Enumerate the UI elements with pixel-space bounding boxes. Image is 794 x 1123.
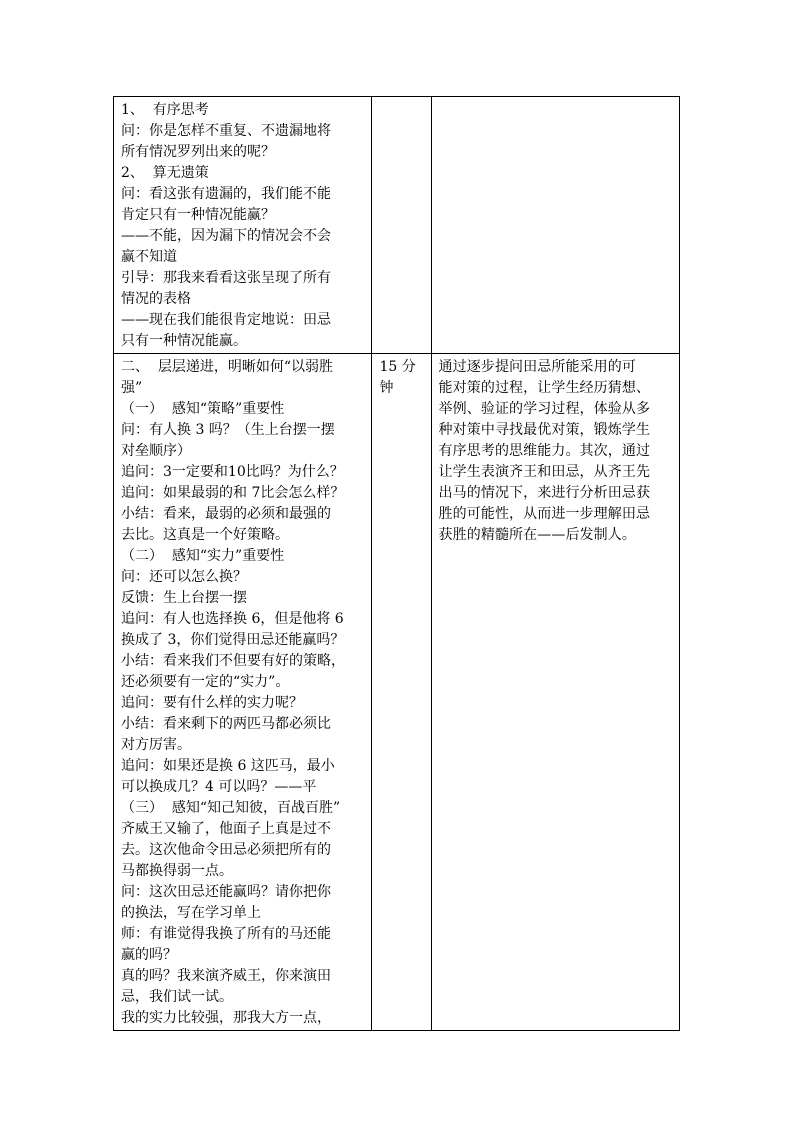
design-intent-cell bbox=[431, 354, 679, 1031]
text-line: 出马的情况下，来进行分析田忌获 bbox=[438, 485, 651, 501]
text-line: 引导：那我来看看这张呈现了所有 bbox=[121, 270, 331, 286]
text-line: 只有一种情况能赢。 bbox=[121, 333, 247, 349]
text-line: 可以换成几？4 可以吗？——平 bbox=[121, 779, 317, 795]
time-cell bbox=[372, 97, 431, 354]
text-line: 能对策的过程，让学生经历猜想、 bbox=[438, 380, 651, 396]
teaching-process-cell bbox=[114, 97, 372, 354]
text-line: 强” bbox=[121, 380, 143, 396]
text-line: 小结：看来剩下的两匹马都必须比 bbox=[121, 716, 331, 732]
design-intent-cell bbox=[431, 97, 679, 354]
text-line: 让学生表演齐王和田忌，从齐王先 bbox=[438, 464, 651, 480]
text-line: （一） 感知“策略”重要性 bbox=[121, 401, 285, 417]
text-line: 所有情况罗列出来的呢？ bbox=[121, 144, 275, 160]
time-cell bbox=[372, 354, 431, 1031]
text-line: （三） 感知“知己知彼，百战百胜” bbox=[121, 800, 341, 816]
text-line: 问：这次田忌还能赢吗？请你把你 bbox=[121, 884, 331, 900]
table-row bbox=[114, 97, 680, 354]
text-line: 种对策中寻找最优对策，锻炼学生 bbox=[438, 422, 651, 438]
text-line: 对方厉害。 bbox=[121, 737, 191, 753]
text-line: 的换法，写在学习单上 bbox=[121, 905, 261, 921]
text-line: 二、 层层递进，明晰如何“以弱胜 bbox=[121, 359, 334, 375]
text-line: 反馈：生上台摆一摆 bbox=[121, 590, 247, 606]
lesson-plan-table bbox=[113, 96, 680, 1031]
text-line: 我的实力比较强，那我大方一点， bbox=[121, 1010, 331, 1026]
text-line: 问：有人换 3 吗？（生上台摆一摆 bbox=[121, 422, 335, 438]
text-line: 问：你是怎样不重复、不遗漏地将 bbox=[121, 123, 331, 139]
text-line: （二） 感知“实力”重要性 bbox=[121, 548, 285, 564]
table-row bbox=[114, 354, 680, 1031]
text-line: ——现在我们能很肯定地说：田忌 bbox=[121, 312, 331, 328]
text-line: 追问：要有什么样的实力呢？ bbox=[121, 695, 303, 711]
text-line: 忌，我们试一试。 bbox=[121, 989, 233, 1005]
text-line: 小结：看来，最弱的必须和最强的 bbox=[121, 506, 331, 522]
text-line: ——不能，因为漏下的情况会不会 bbox=[121, 228, 331, 244]
time-text: 钟 bbox=[379, 380, 394, 396]
text-line: 2、 算无遗策 bbox=[121, 165, 209, 181]
text-line: 追问：如果最弱的和 7比会怎么样？ bbox=[121, 485, 345, 501]
time-text: 15 分 bbox=[379, 359, 416, 375]
text-line: 去比。这真是一个好策略。 bbox=[121, 527, 289, 543]
text-line: 去。这次他命令田忌必须把所有的 bbox=[121, 842, 331, 858]
text-line: 情况的表格 bbox=[121, 291, 191, 307]
text-line: 马都换得弱一点。 bbox=[121, 863, 233, 879]
text-line: 赢不知道 bbox=[121, 249, 177, 265]
text-line: 换成了 3，你们觉得田忌还能赢吗？ bbox=[121, 632, 345, 648]
text-line: 问：还可以怎么换？ bbox=[121, 569, 247, 585]
text-line: 师：有谁觉得我换了所有的马还能 bbox=[121, 926, 331, 942]
text-line: 1、 有序思考 bbox=[121, 102, 209, 118]
text-line: 有序思考的思维能力。其次，通过 bbox=[438, 443, 651, 459]
text-line: 追问：如果还是换 6 这匹马，最小 bbox=[121, 758, 335, 774]
text-line: 肯定只有一种情况能赢？ bbox=[121, 207, 275, 223]
text-line: 赢的吗？ bbox=[121, 947, 177, 963]
text-line: 追问：有人也选择换 6，但是他将 6 bbox=[121, 611, 344, 627]
text-line: 问：看这张有遗漏的，我们能不能 bbox=[121, 186, 331, 202]
text-line: 还必须要有一定的“实力”。 bbox=[121, 674, 290, 690]
text-line: 胜的可能性，从而进一步理解田忌 bbox=[438, 506, 651, 522]
text-line: 获胜的精髓所在——后发制人。 bbox=[438, 527, 636, 543]
text-line: 举例、验证的学习过程，体验从多 bbox=[438, 401, 651, 417]
text-line: 追问：3一定要和10比吗？为什么？ bbox=[121, 464, 344, 480]
text-line: 齐威王又输了，他面子上真是过不 bbox=[121, 821, 331, 837]
text-line: 真的吗？我来演齐威王，你来演田 bbox=[121, 968, 331, 984]
text-line: 通过逐步提问田忌所能采用的可 bbox=[438, 359, 636, 375]
text-line: 对垒顺序） bbox=[121, 443, 191, 459]
text-line: 小结：看来我们不但要有好的策略， bbox=[121, 653, 345, 669]
teaching-process-cell bbox=[114, 354, 372, 1031]
